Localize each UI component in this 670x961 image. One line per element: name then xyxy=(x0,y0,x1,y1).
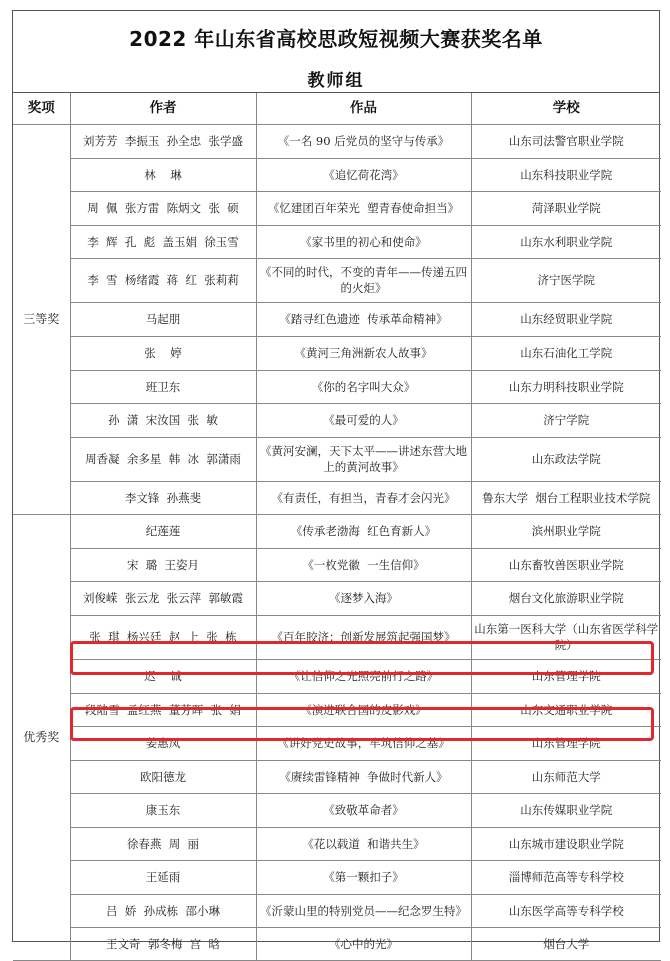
author-cell: 段陆雪 孟红燕 董芳晖 张 娟 xyxy=(70,693,256,726)
table-row xyxy=(13,548,661,581)
work-cell: 《讲好党史故事，牢筑信仰之基》 xyxy=(256,726,471,760)
work-cell: 《传承老渤海 红色育新人》 xyxy=(256,514,471,548)
school-cell: 烟台大学 xyxy=(471,927,661,960)
school-cell: 山东传媒职业学院 xyxy=(471,793,661,827)
table-row xyxy=(13,302,661,336)
work-cell: 《一名 90 后党员的坚守与传承》 xyxy=(256,124,471,158)
award-document xyxy=(12,10,660,951)
work-cell: 《黄河三角洲新农人故事》 xyxy=(256,336,471,370)
work-cell: 《追忆荷花湾》 xyxy=(256,158,471,191)
work-cell: 《让信仰之光照亮前行之路》 xyxy=(256,659,471,693)
document-title: 2022 年山东省高校思政短视频大赛获奖名单 xyxy=(129,27,543,51)
school-cell: 山东石油化工学院 xyxy=(471,336,661,370)
work-cell: 《心中的光》 xyxy=(256,927,471,960)
table-row xyxy=(13,514,661,548)
table-row xyxy=(13,336,661,370)
author-cell: 孙 潇 宋汝国 张 敏 xyxy=(70,403,256,437)
work-cell: 《赓续雷锋精神 争做时代新人》 xyxy=(256,760,471,793)
school-cell: 山东科技职业学院 xyxy=(471,158,661,191)
prize-cell: 三等奖 xyxy=(13,124,70,514)
highlight-box-chi-cheng xyxy=(70,641,654,675)
author-cell: 李 辉 孔 彪 盖玉娟 徐玉雪 xyxy=(70,225,256,258)
author-cell: 刘俊嵘 张云龙 张云萍 郭敏霞 xyxy=(70,581,256,615)
school-cell: 菏泽职业学院 xyxy=(471,191,661,225)
author-cell: 王延雨 xyxy=(70,860,256,894)
school-cell: 山东城市建设职业学院 xyxy=(471,827,661,860)
author-cell: 张 婷 xyxy=(70,336,256,370)
school-cell: 济宁学院 xyxy=(471,403,661,437)
table-header-row xyxy=(13,93,661,124)
table-row xyxy=(13,581,661,615)
school-cell: 烟台文化旅游职业学院 xyxy=(471,581,661,615)
table-row xyxy=(13,370,661,403)
table-row xyxy=(13,927,661,960)
title-block xyxy=(13,11,659,93)
table-row xyxy=(13,191,661,225)
work-cell: 《家书里的初心和使命》 xyxy=(256,225,471,258)
author-cell: 徐春燕 周 丽 xyxy=(70,827,256,860)
work-cell: 《演进联合国的皮影戏》 xyxy=(256,693,471,726)
work-cell: 《沂蒙山里的特别党员——纪念罗生特》 xyxy=(256,894,471,927)
school-cell: 山东力明科技职业学院 xyxy=(471,370,661,403)
table-row xyxy=(13,124,661,158)
author-cell: 张 琪 杨兴廷 赵 上 张 栋 xyxy=(70,615,256,659)
work-cell: 《踏寻红色遗迹 传承革命精神》 xyxy=(256,302,471,336)
school-cell: 淄博师范高等专科学校 xyxy=(471,860,661,894)
author-cell: 林 琳 xyxy=(70,158,256,191)
school-cell: 山东政法学院 xyxy=(471,437,661,481)
table-row xyxy=(13,481,661,514)
school-cell: 山东水利职业学院 xyxy=(471,225,661,258)
author-cell: 吕 娇 孙成栋 邵小琳 xyxy=(70,894,256,927)
work-cell: 《花以载道 和谐共生》 xyxy=(256,827,471,860)
work-cell: 《忆建团百年荣光 塑青春使命担当》 xyxy=(256,191,471,225)
school-cell: 山东师范大学 xyxy=(471,760,661,793)
school-cell: 山东第一医科大学（山东省医学科学院） xyxy=(471,615,661,659)
author-cell: 欧阳德龙 xyxy=(70,760,256,793)
school-cell: 鲁东大学 烟台工程职业技术学院 xyxy=(471,481,661,514)
work-cell: 《不同的时代，不变的青年——传递五四的火炬》 xyxy=(256,258,471,302)
school-cell: 山东经贸职业学院 xyxy=(471,302,661,336)
work-cell: 《百年胶济：创新发展筑起强国梦》 xyxy=(256,615,471,659)
school-cell: 山东医学高等专科学校 xyxy=(471,894,661,927)
highlight-box-jiang-huifeng xyxy=(70,707,654,741)
work-cell: 《最可爱的人》 xyxy=(256,403,471,437)
table-row xyxy=(13,760,661,793)
author-cell: 刘芳芳 李振玉 孙全忠 张学盛 xyxy=(70,124,256,158)
author-cell: 纪莲莲 xyxy=(70,514,256,548)
school-cell: 山东司法警官职业学院 xyxy=(471,124,661,158)
work-cell: 《致敬革命者》 xyxy=(256,793,471,827)
table-row xyxy=(13,894,661,927)
table-row xyxy=(13,158,661,191)
school-cell: 山东管理学院 xyxy=(471,726,661,760)
work-cell: 《逐梦入海》 xyxy=(256,581,471,615)
author-cell: 迟 诚 xyxy=(70,659,256,693)
header-prize: 奖项 xyxy=(13,93,70,124)
work-cell: 《黄河安澜，天下太平——讲述东营大地上的黄河故事》 xyxy=(256,437,471,481)
document-subtitle: 教师组 xyxy=(307,71,365,91)
author-cell: 宋 璐 王姿月 xyxy=(70,548,256,581)
table-row xyxy=(13,860,661,894)
author-cell: 康玉东 xyxy=(70,793,256,827)
work-cell: 《第一颗扣子》 xyxy=(256,860,471,894)
school-cell: 济宁医学院 xyxy=(471,258,661,302)
author-cell: 马起朋 xyxy=(70,302,256,336)
table-row xyxy=(13,403,661,437)
author-cell: 王文奇 郭冬梅 宫 晗 xyxy=(70,927,256,960)
author-cell: 周 佩 张方雷 陈炳文 张 硕 xyxy=(70,191,256,225)
header-author: 作者 xyxy=(70,93,256,124)
award-table xyxy=(13,93,661,961)
prize-cell: 优秀奖 xyxy=(13,514,70,960)
header-school: 学校 xyxy=(471,93,661,124)
work-cell: 《一枚党徽 一生信仰》 xyxy=(256,548,471,581)
author-cell: 李 雪 杨绪霞 蒋 红 张莉莉 xyxy=(70,258,256,302)
table-row xyxy=(13,225,661,258)
work-cell: 《你的名字叫大众》 xyxy=(256,370,471,403)
school-cell: 山东管理学院 xyxy=(471,659,661,693)
school-cell: 山东交通职业学院 xyxy=(471,693,661,726)
author-cell: 周香凝 余多星 韩 冰 郭潇雨 xyxy=(70,437,256,481)
table-row xyxy=(13,437,661,481)
table-row xyxy=(13,258,661,302)
table-row xyxy=(13,793,661,827)
school-cell: 滨州职业学院 xyxy=(471,514,661,548)
author-cell: 李文锋 孙燕斐 xyxy=(70,481,256,514)
table-row xyxy=(13,827,661,860)
header-work: 作品 xyxy=(256,93,471,124)
work-cell: 《有责任，有担当，青春才会闪光》 xyxy=(256,481,471,514)
school-cell: 山东畜牧兽医职业学院 xyxy=(471,548,661,581)
author-cell: 班卫东 xyxy=(70,370,256,403)
author-cell: 姜惠凤 xyxy=(70,726,256,760)
